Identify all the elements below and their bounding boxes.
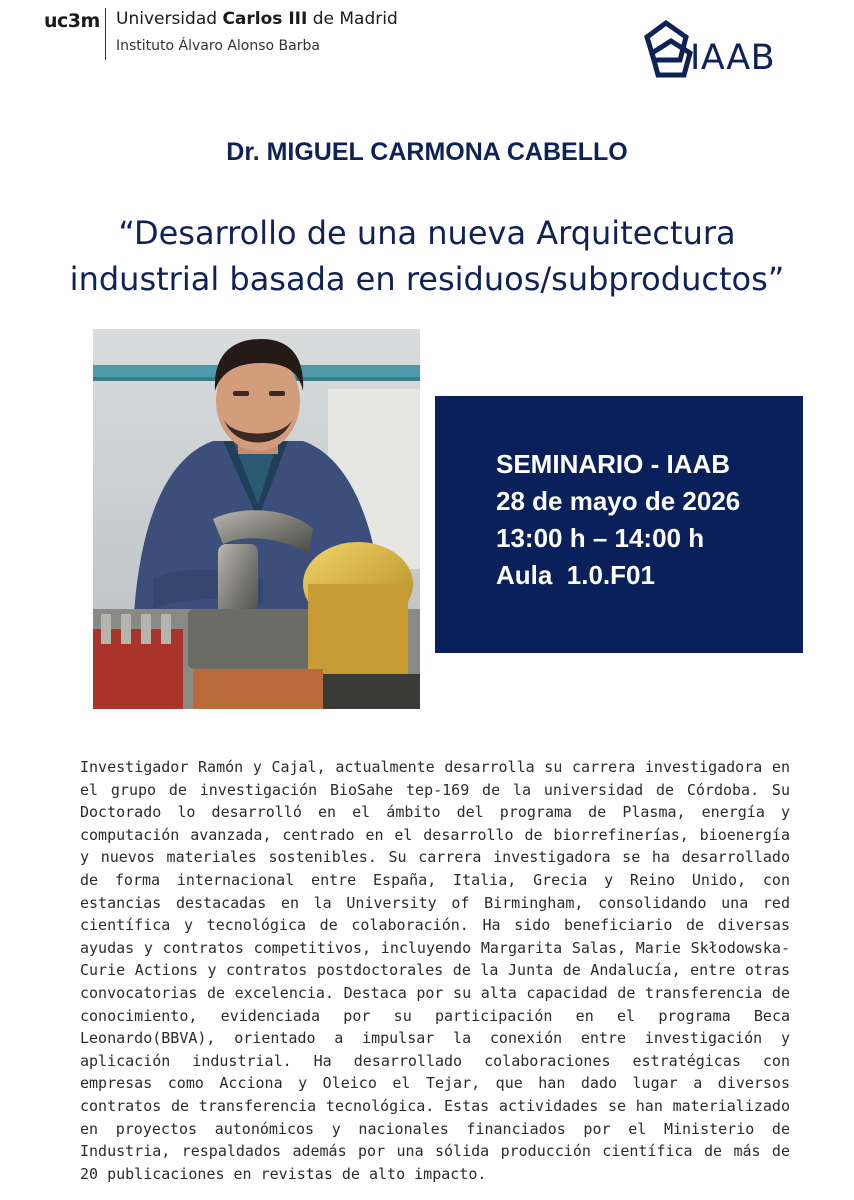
talk-title-line: industrial basada en residuos/subproductos”	[69, 260, 785, 298]
iaab-logo	[644, 20, 794, 82]
seminar-room: Aula 1.0.F01	[496, 560, 655, 590]
speaker-portrait-icon	[93, 329, 420, 709]
speaker-portrait-photo	[93, 329, 420, 709]
university-name-bold: Carlos III	[222, 9, 308, 29]
university-name-prefix: Universidad	[116, 9, 223, 29]
speaker-name: Dr. MIGUEL CARMONA CABELLO	[226, 138, 628, 166]
seminar-info-box	[435, 396, 803, 653]
seminar-info-lines	[496, 446, 740, 594]
seminar-time: 13:00 h – 14:00 h	[496, 523, 705, 553]
university-name	[116, 9, 398, 29]
seminar-date: 28 de mayo de 2026	[496, 486, 741, 516]
seminar-label: SEMINARIO - IAAB	[496, 449, 730, 479]
talk-title	[30, 210, 824, 302]
talk-title-line: “Desarrollo de una nueva Arquitectura	[118, 214, 736, 252]
uc3m-logo-mark: uc3m	[44, 10, 100, 32]
speaker-bio: Investigador Ramón y Cajal, actualmente desarrolla su carrera investigadora en el grupo de investigación BioSahe tep-169 de la universidad de Córdoba. Su Doctorado lo desarrolló en el ámbito del programa de Plasma, energía y computación avanzada, centrado en el desarrollo de biorrefinerías, bioenergía y nuevos materiales sostenibles. Su carrera investigadora se ha desarrollado de forma internacional entre España, Italia, Grecia y Reino Unido, con estancias destacadas en la University of Birmingham, consolidando una red científica y tecnológica de colaboración. Ha sido beneficiario de diversas ayudas y contratos competitivos, incluyendo Margarita Salas, Marie Skłodowska-Curie Actions y contratos postdoctorales de la Junta de Andalucía, entre otras convocatorias de excelencia. Destaca por su alta capacidad de transferencia de conocimiento, evidenciada por su participación en el programa Beca Leonardo(BBVA), orientado a impulsar la conexión entre investigación y aplicación industrial. Ha desarrollado colaboraciones estratégicas con empresas como Acciona y Oleico el Tejar, que han dado lugar a diversos contratos de transferencia tecnológica. Estas actividades se han materializado en proyectos autonómicos y nacionales financiados por el Ministerio de Industria, respaldados además por una sólida producción científica de más de 20 publicaciones en revistas de alto impacto.	[80, 758, 790, 1183]
iaab-logo-text: IAAB	[690, 38, 776, 78]
university-name-suffix: de Madrid	[307, 9, 398, 29]
logo-divider	[105, 8, 106, 60]
institute-name: Instituto Álvaro Alonso Barba	[116, 38, 320, 54]
